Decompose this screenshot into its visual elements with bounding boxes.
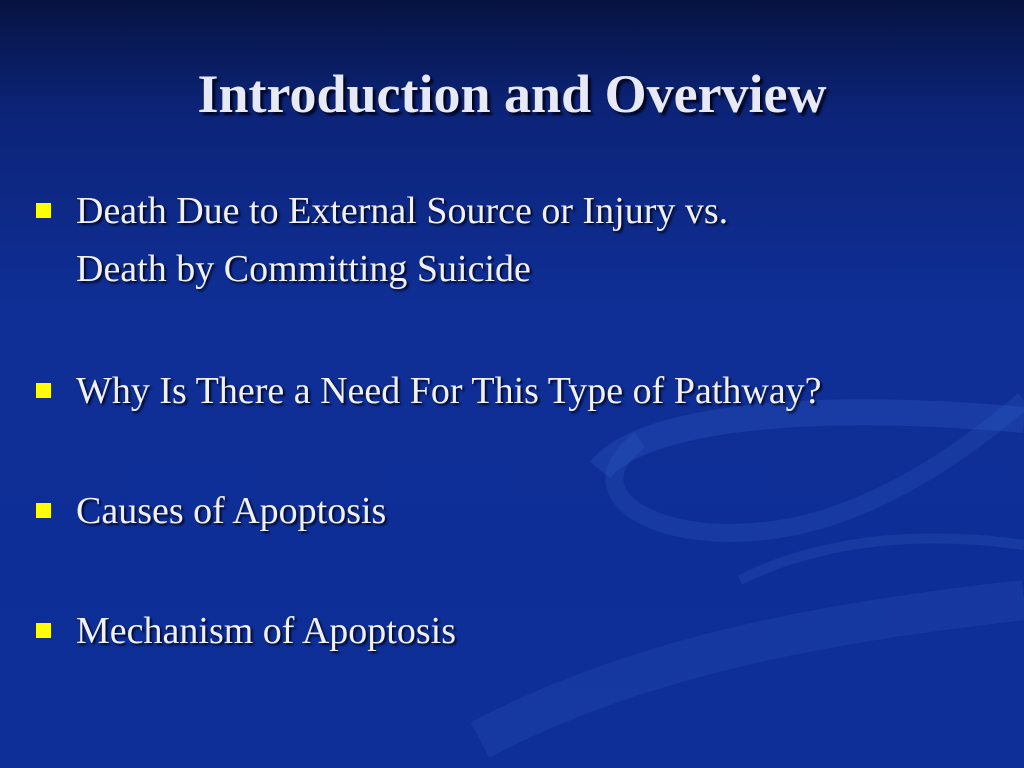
slide-title: Introduction and Overview [197, 64, 827, 124]
bullet-text: Why Is There a Need For This Type of Pathway? [76, 370, 822, 412]
swirl-band-thin [740, 538, 1024, 580]
square-bullet-icon [36, 203, 51, 218]
square-bullet-icon [36, 623, 51, 638]
bullet-text-line: Death by Committing Suicide [76, 248, 531, 290]
square-bullet-icon [36, 503, 51, 518]
bullet-text: Causes of Apoptosis [76, 490, 387, 532]
bullet-text [76, 182, 996, 298]
bullet-text-line: Death Due to External Source or Injury vs. [76, 190, 729, 232]
square-bullet-icon [36, 383, 51, 398]
bullet-text: Mechanism of Apoptosis [76, 610, 456, 652]
